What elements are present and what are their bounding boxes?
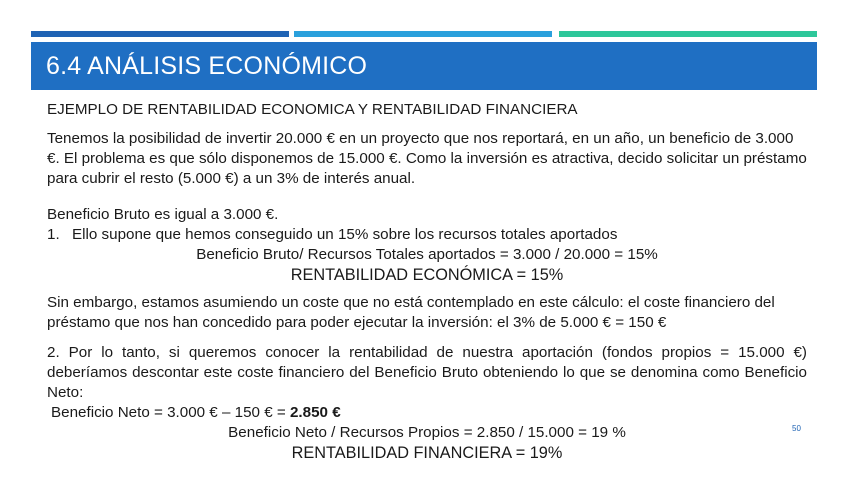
list-item-1 — [47, 225, 807, 245]
formula-rentabilidad-economica: Beneficio Bruto/ Recursos Totales aportados = 3.000 / 20.000 = 15% — [196, 246, 658, 263]
formula-rentabilidad-financiera: Beneficio Neto / Recursos Propios = 2.850 / 15.000 = 19 % — [228, 424, 626, 441]
accent-bar-blue — [31, 31, 289, 37]
title-banner — [31, 42, 817, 90]
rentabilidad-economica-result: RENTABILIDAD ECONÓMICA = 15% — [290, 266, 564, 284]
rentabilidad-financiera-result: RENTABILIDAD FINANCIERA = 19% — [291, 444, 563, 462]
accent-bar-lightblue — [294, 31, 552, 37]
sin-embargo-paragraph: Sin embargo, estamos asumiendo un coste que no está contemplado en este cálculo: el coste financiero del préstamo que nos han concedido para poder ejecutar la inversión: el 3% de 5.000 € = 150 € — [47, 294, 775, 331]
beneficio-neto-line — [47, 403, 807, 423]
list-item-text: Ello supone que hemos conseguido un 15% sobre los recursos totales aportados — [72, 226, 618, 243]
slide-body — [47, 100, 807, 463]
page-number: 50 — [792, 424, 801, 433]
point-2-paragraph: 2. Por lo tanto, si queremos conocer la rentabilidad de nuestra aportación (fondos propios = 15.000 €) deberíamos descontar este coste financiero del Beneficio Bruto obteniendo lo que se denomina como Beneficio Neto: — [47, 344, 807, 401]
slide-subtitle: EJEMPLO DE RENTABILIDAD ECONOMICA Y RENTABILIDAD FINANCIERA — [47, 101, 578, 118]
beneficio-neto-prefix: Beneficio Neto = 3.000 € – 150 € = — [51, 404, 290, 421]
intro-paragraph: Tenemos la posibilidad de invertir 20.000 € en un proyecto que nos reportará, en un año, un beneficio de 3.000 €. El problema es que sólo disponemos de 15.000 €. Como la inversión es atractiva, decido solicitar un préstamo para cubrir el resto (5.000 €) a un 3% de interés anual. — [47, 130, 807, 187]
accent-bar-green — [559, 31, 817, 37]
list-item-number: 1. — [47, 226, 60, 243]
slide-title: 6.4 ANÁLISIS ECONÓMICO — [46, 51, 368, 80]
beneficio-neto-value: 2.850 € — [289, 404, 341, 421]
beneficio-bruto-text: Beneficio Bruto es igual a 3.000 €. — [47, 206, 279, 223]
